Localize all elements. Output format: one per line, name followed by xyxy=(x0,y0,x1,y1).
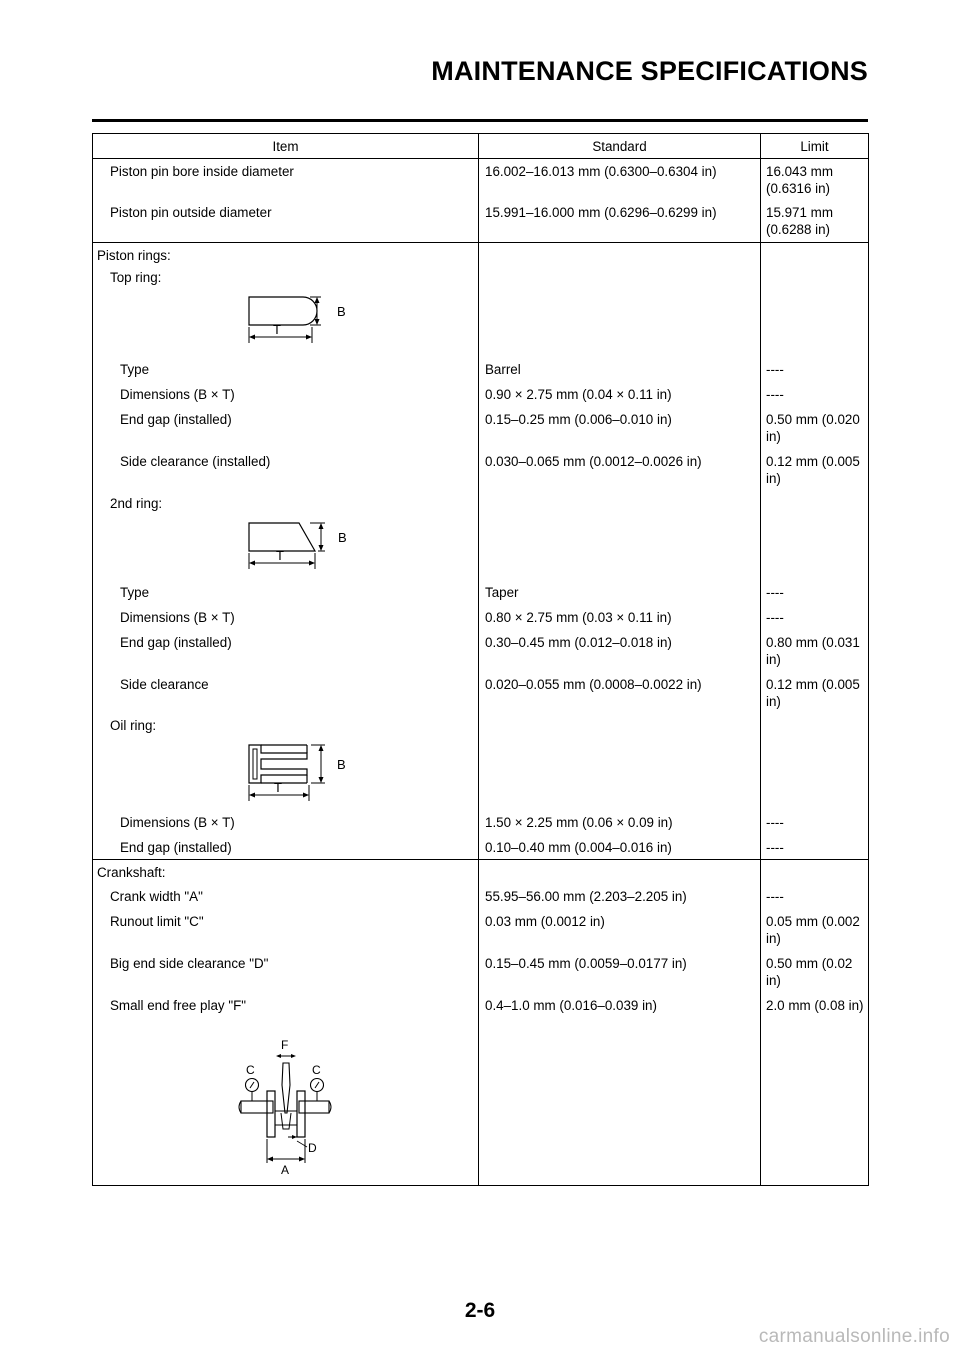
table-row xyxy=(93,243,869,268)
table-row xyxy=(93,716,869,739)
dim-label-t: T xyxy=(274,780,282,795)
page-title: MAINTENANCE SPECIFICATIONS xyxy=(431,56,868,86)
row-standard: 0.80 × 2.75 mm (0.03 × 0.11 in) xyxy=(479,608,761,633)
table-row xyxy=(93,953,869,995)
row-limit: ---- xyxy=(761,811,869,838)
dim-label-f: F xyxy=(281,1038,289,1052)
row-standard: 1.50 × 2.25 mm (0.06 × 0.09 in) xyxy=(479,811,761,838)
row-limit: ---- xyxy=(761,581,869,608)
specifications-table xyxy=(92,133,869,1186)
dim-label-b: B xyxy=(337,757,346,772)
table-row xyxy=(93,493,869,517)
table-row xyxy=(93,159,869,202)
row-item: Side clearance (installed) xyxy=(93,451,479,493)
row-limit: 15.971 mm (0.6288 in) xyxy=(761,201,869,243)
table-row xyxy=(93,888,869,912)
dim-label-t: T xyxy=(276,548,284,563)
figure-row xyxy=(93,517,869,581)
table-row xyxy=(93,811,869,838)
row-limit: 0.12 mm (0.005 in) xyxy=(761,451,869,493)
crankshaft-diagram xyxy=(93,1033,478,1185)
section-label-crankshaft: Crankshaft: xyxy=(93,860,479,889)
dim-label-b: B xyxy=(338,530,347,545)
row-item: End gap (installed) xyxy=(93,838,479,860)
row-item: Piston pin outside diameter xyxy=(93,201,479,243)
title-rule xyxy=(92,119,868,122)
row-limit: 0.80 mm (0.031 in) xyxy=(761,633,869,674)
row-item: Runout limit "C" xyxy=(93,912,479,953)
dim-label-c-left: C xyxy=(246,1063,255,1077)
2nd-ring-diagram xyxy=(93,517,478,581)
table-row xyxy=(93,267,869,291)
row-item: Dimensions (B × T) xyxy=(93,385,479,410)
row-item: Dimensions (B × T) xyxy=(93,608,479,633)
row-item: Dimensions (B × T) xyxy=(93,811,479,838)
table-row xyxy=(93,357,869,385)
row-limit: 0.50 mm (0.020 in) xyxy=(761,410,869,451)
row-standard: Barrel xyxy=(479,357,761,385)
table-header-row xyxy=(93,134,869,159)
header-standard: Standard xyxy=(479,134,761,159)
dim-label-b: B xyxy=(337,304,346,319)
row-item: Side clearance xyxy=(93,674,479,716)
table-row xyxy=(93,201,869,243)
table-row xyxy=(93,860,869,889)
row-limit: ---- xyxy=(761,608,869,633)
table-row xyxy=(93,995,869,1033)
row-standard: Taper xyxy=(479,581,761,608)
row-limit: ---- xyxy=(761,888,869,912)
dim-label-t: T xyxy=(273,322,281,337)
row-limit: ---- xyxy=(761,385,869,410)
table-row xyxy=(93,633,869,674)
row-item: Type xyxy=(93,581,479,608)
table-row xyxy=(93,410,869,451)
row-limit: 0.05 mm (0.002 in) xyxy=(761,912,869,953)
watermark: carmanualsonline.info xyxy=(758,1326,950,1347)
row-standard: 0.020–0.055 mm (0.0008–0.0022 in) xyxy=(479,674,761,716)
row-item: Small end free play "F" xyxy=(93,995,479,1033)
table-row xyxy=(93,451,869,493)
table-row xyxy=(93,674,869,716)
table-row xyxy=(93,385,869,410)
row-limit: 2.0 mm (0.08 in) xyxy=(761,995,869,1033)
row-standard: 16.002–16.013 mm (0.6300–0.6304 in) xyxy=(479,159,761,202)
figure-row xyxy=(93,291,869,357)
row-standard: 0.30–0.45 mm (0.012–0.018 in) xyxy=(479,633,761,674)
header-limit: Limit xyxy=(761,134,869,159)
figure-row xyxy=(93,1033,869,1186)
row-item: Type xyxy=(93,357,479,385)
dim-label-c-right: C xyxy=(312,1063,321,1077)
row-standard: 0.030–0.065 mm (0.0012–0.0026 in) xyxy=(479,451,761,493)
row-standard: 0.10–0.40 mm (0.004–0.016 in) xyxy=(479,838,761,860)
table-row xyxy=(93,608,869,633)
dim-label-d: D xyxy=(308,1141,317,1155)
figure-row xyxy=(93,739,869,811)
row-limit: 0.12 mm (0.005 in) xyxy=(761,674,869,716)
row-item: End gap (installed) xyxy=(93,410,479,451)
row-limit: 16.043 mm (0.6316 in) xyxy=(761,159,869,202)
row-standard: 0.15–0.25 mm (0.006–0.010 in) xyxy=(479,410,761,451)
row-standard: 0.4–1.0 mm (0.016–0.039 in) xyxy=(479,995,761,1033)
table-row xyxy=(93,912,869,953)
page-number: 2-6 xyxy=(464,1299,496,1322)
row-item: Crank width "A" xyxy=(93,888,479,912)
header-item: Item xyxy=(93,134,479,159)
row-limit: ---- xyxy=(761,838,869,860)
row-standard: 15.991–16.000 mm (0.6296–0.6299 in) xyxy=(479,201,761,243)
table-row xyxy=(93,581,869,608)
row-standard: 0.15–0.45 mm (0.0059–0.0177 in) xyxy=(479,953,761,995)
row-standard: 0.03 mm (0.0012 in) xyxy=(479,912,761,953)
row-item: Piston pin bore inside diameter xyxy=(93,159,479,202)
row-item: Big end side clearance "D" xyxy=(93,953,479,995)
row-item: End gap (installed) xyxy=(93,633,479,674)
oil-ring-diagram xyxy=(93,739,478,811)
row-limit: ---- xyxy=(761,357,869,385)
row-standard: 55.95–56.00 mm (2.203–2.205 in) xyxy=(479,888,761,912)
row-limit: 0.50 mm (0.02 in) xyxy=(761,953,869,995)
row-standard: 0.90 × 2.75 mm (0.04 × 0.11 in) xyxy=(479,385,761,410)
section-label-piston-rings: Piston rings: xyxy=(93,243,479,268)
table-row xyxy=(93,838,869,860)
subsection-label-oil-ring: Oil ring: xyxy=(93,716,479,739)
subsection-label-2nd-ring: 2nd ring: xyxy=(93,493,479,517)
top-ring-diagram xyxy=(93,291,478,357)
dim-label-a: A xyxy=(281,1163,290,1177)
subsection-label-top-ring: Top ring: xyxy=(93,267,479,291)
